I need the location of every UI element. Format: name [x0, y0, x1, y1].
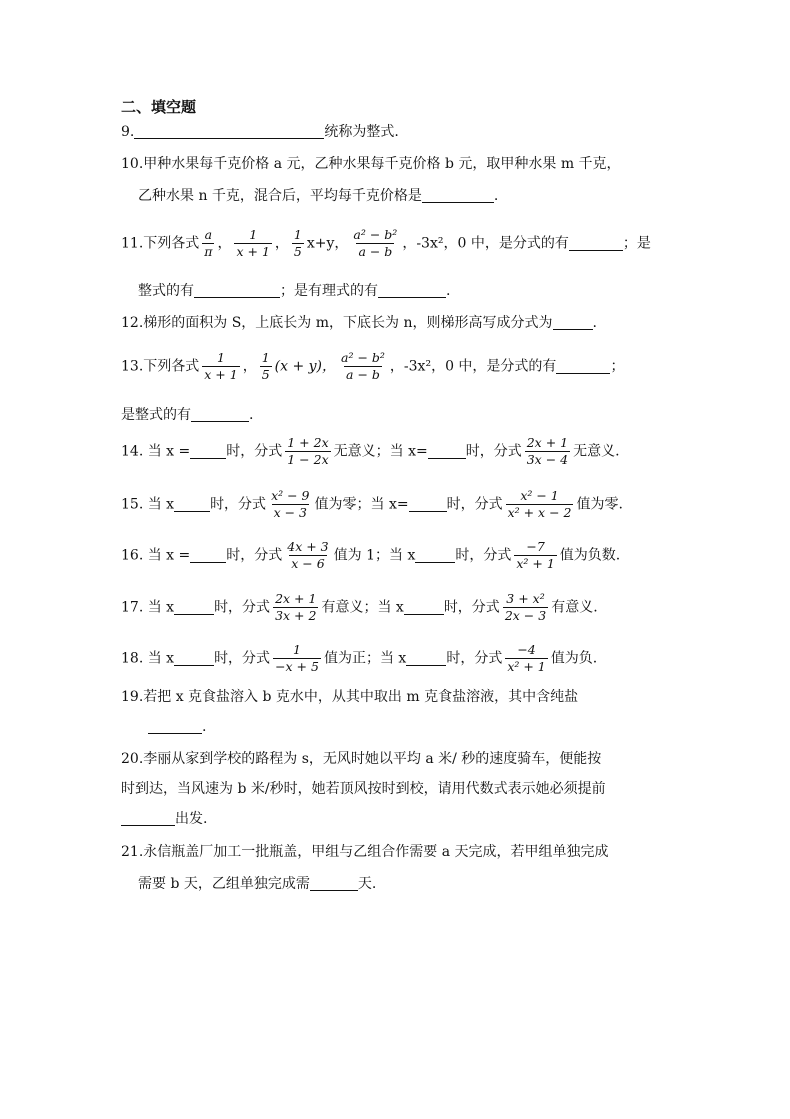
answer-blank[interactable]	[148, 717, 202, 734]
question-15: 15. 当 x 时，分式 $\frac{\text{x² − 9}}{x - 3}$ 值为零；当 x= 时，分式 $\frac{\text{x² − 1}}{\text{x² + x − 2}}$ 值为零.	[121, 488, 623, 520]
answer-blank[interactable]	[310, 874, 358, 891]
fraction: $\frac{1}{5}$	[293, 227, 302, 259]
question-21-line2: 需要 b 天，乙组单独完成需 天.	[138, 876, 377, 892]
section-heading: 二、填空题	[121, 98, 197, 116]
question-9	[121, 121, 399, 143]
q9-text: 统称为整式.	[324, 124, 399, 140]
answer-blank[interactable]	[134, 122, 324, 139]
question-11-line2: 整式的有 ；是有理式的有 .	[138, 283, 451, 299]
q10-end: .	[493, 188, 499, 204]
question-13-line2: 是整式的有 .	[121, 407, 254, 423]
answer-blank[interactable]	[191, 405, 249, 422]
question-20-line3: 出发.	[121, 808, 207, 830]
answer-blank[interactable]	[190, 442, 226, 459]
fraction: $\frac{\text{3 + x²}}{2x - 3}$	[504, 591, 547, 623]
question-16: 16. 当 x = 时，分式 $\frac{4x + 3}{x - 6}$ 值为 1；当 x 时，分式 $\frac{-7}{\text{x² + 1}}$ 值为负数.	[121, 539, 621, 571]
answer-blank[interactable]	[428, 442, 466, 459]
question-19-line1: 19.若把 x 克食盐溶入 b 克水中，从其中取出 m 克食盐溶液，其中含纯盐	[121, 689, 579, 705]
fraction: $\frac{\text{x² − 1}}{\text{x² + x − 2}}$	[507, 488, 572, 520]
question-12: 12.梯形的面积为 S，上底长为 m，下底长为 n，则梯形高写成分式为 .	[121, 315, 597, 331]
fraction: $\frac{1}{-x + 5}$	[275, 642, 319, 674]
question-19-line2: .	[148, 716, 206, 738]
fraction: $\frac{-7}{\text{x² + 1}}$	[516, 539, 555, 571]
question-10-line1: 10.甲种水果每千克价格 a 元，乙种水果每千克价格 b 元，取甲种水果 m 千克，	[121, 156, 621, 172]
question-11-line1: 11.下列各式 $\frac{a}{\pi}$ ， $\frac{1}{x + 1}$ ， $\frac{1}{5}$ x+y， $\frac{\text{a² − b²}}{a - b}$ ，-3x²，0 中，是分式的有 ；是	[121, 227, 651, 259]
fraction: $\frac{\text{a² − b²}}{a - b}$	[353, 227, 398, 259]
fraction: $\frac{2x + 1}{3x - 4}$	[526, 435, 569, 467]
answer-blank[interactable]	[556, 357, 610, 374]
fraction: $\frac{\text{x² − 9}}{x - 3}$	[271, 488, 310, 520]
question-14: 14. 当 x = 时，分式 $\frac{1 + 2x}{1 - 2x}$ 无意义；当 x= 时，分式 $\frac{2x + 1}{3x - 4}$ 无意义.	[121, 435, 620, 467]
answer-blank[interactable]	[569, 234, 623, 251]
fraction: $\frac{-4}{\text{x² + 1}}$	[507, 642, 546, 674]
question-10-line2	[138, 185, 498, 207]
answer-blank[interactable]	[174, 495, 210, 512]
answer-blank[interactable]	[553, 313, 593, 330]
q11-text: 11.下列各式	[121, 235, 200, 252]
question-20-line2: 时到达，当风速为 b 米/秒时，她若顶风按时到校，请用代数式表示她必须提前	[121, 781, 606, 797]
q10-text: 乙种水果 n 千克，混合后，平均每千克价格是	[138, 188, 422, 204]
fraction: $\frac{\text{a² − b²}}{a - b}$	[341, 350, 385, 382]
answer-blank[interactable]	[406, 649, 446, 666]
q9-number: 9.	[121, 124, 135, 140]
answer-blank[interactable]	[174, 649, 214, 666]
question-18: 18. 当 x 时，分式 $\frac{1}{-x + 5}$ 值为正；当 x 时，分式 $\frac{-4}{\text{x² + 1}}$ 值为负.	[121, 642, 598, 674]
question-20-line1: 20.李丽从家到学校的路程为 s，无风时她以平均 a 米/ 秒的速度骑车，便能按	[121, 751, 602, 767]
answer-blank[interactable]	[409, 495, 447, 512]
answer-blank[interactable]	[121, 809, 175, 826]
fraction: $\frac{1}{x + 1}$	[236, 227, 270, 259]
fraction: $\frac{4x + 3}{x - 6}$	[287, 539, 329, 571]
question-17: 17. 当 x 时，分式 $\frac{2x + 1}{3x + 2}$ 有意义；当 x 时，分式 $\frac{\text{3 + x²}}{2x - 3}$ 有意义.	[121, 591, 598, 623]
answer-blank[interactable]	[190, 546, 226, 563]
answer-blank[interactable]	[404, 598, 444, 615]
fraction: $\frac{a}{\pi}$	[204, 227, 213, 259]
question-13-line1: 13.下列各式 $\frac{1}{x + 1}$ ， $\frac{1}{5}$ (x + y)， $\frac{\text{a² − b²}}{a - b}$ ，-3x²，0 中，是分式的有 ；	[121, 350, 625, 382]
question-21-line1: 21.永信瓶盖厂加工一批瓶盖，甲组与乙组合作需要 a 天完成，若甲组单独完成	[121, 844, 609, 860]
answer-blank[interactable]	[415, 546, 455, 563]
fraction: $\frac{2x + 1}{3x + 2}$	[275, 591, 317, 623]
fraction: $\frac{1 + 2x}{1 - 2x}$	[287, 435, 329, 467]
fraction: $\frac{1}{x + 1}$	[204, 350, 238, 382]
answer-blank[interactable]	[422, 186, 494, 203]
fraction: $\frac{1}{5}$	[261, 350, 270, 382]
answer-blank[interactable]	[194, 281, 280, 298]
answer-blank[interactable]	[378, 281, 446, 298]
answer-blank[interactable]	[174, 598, 214, 615]
